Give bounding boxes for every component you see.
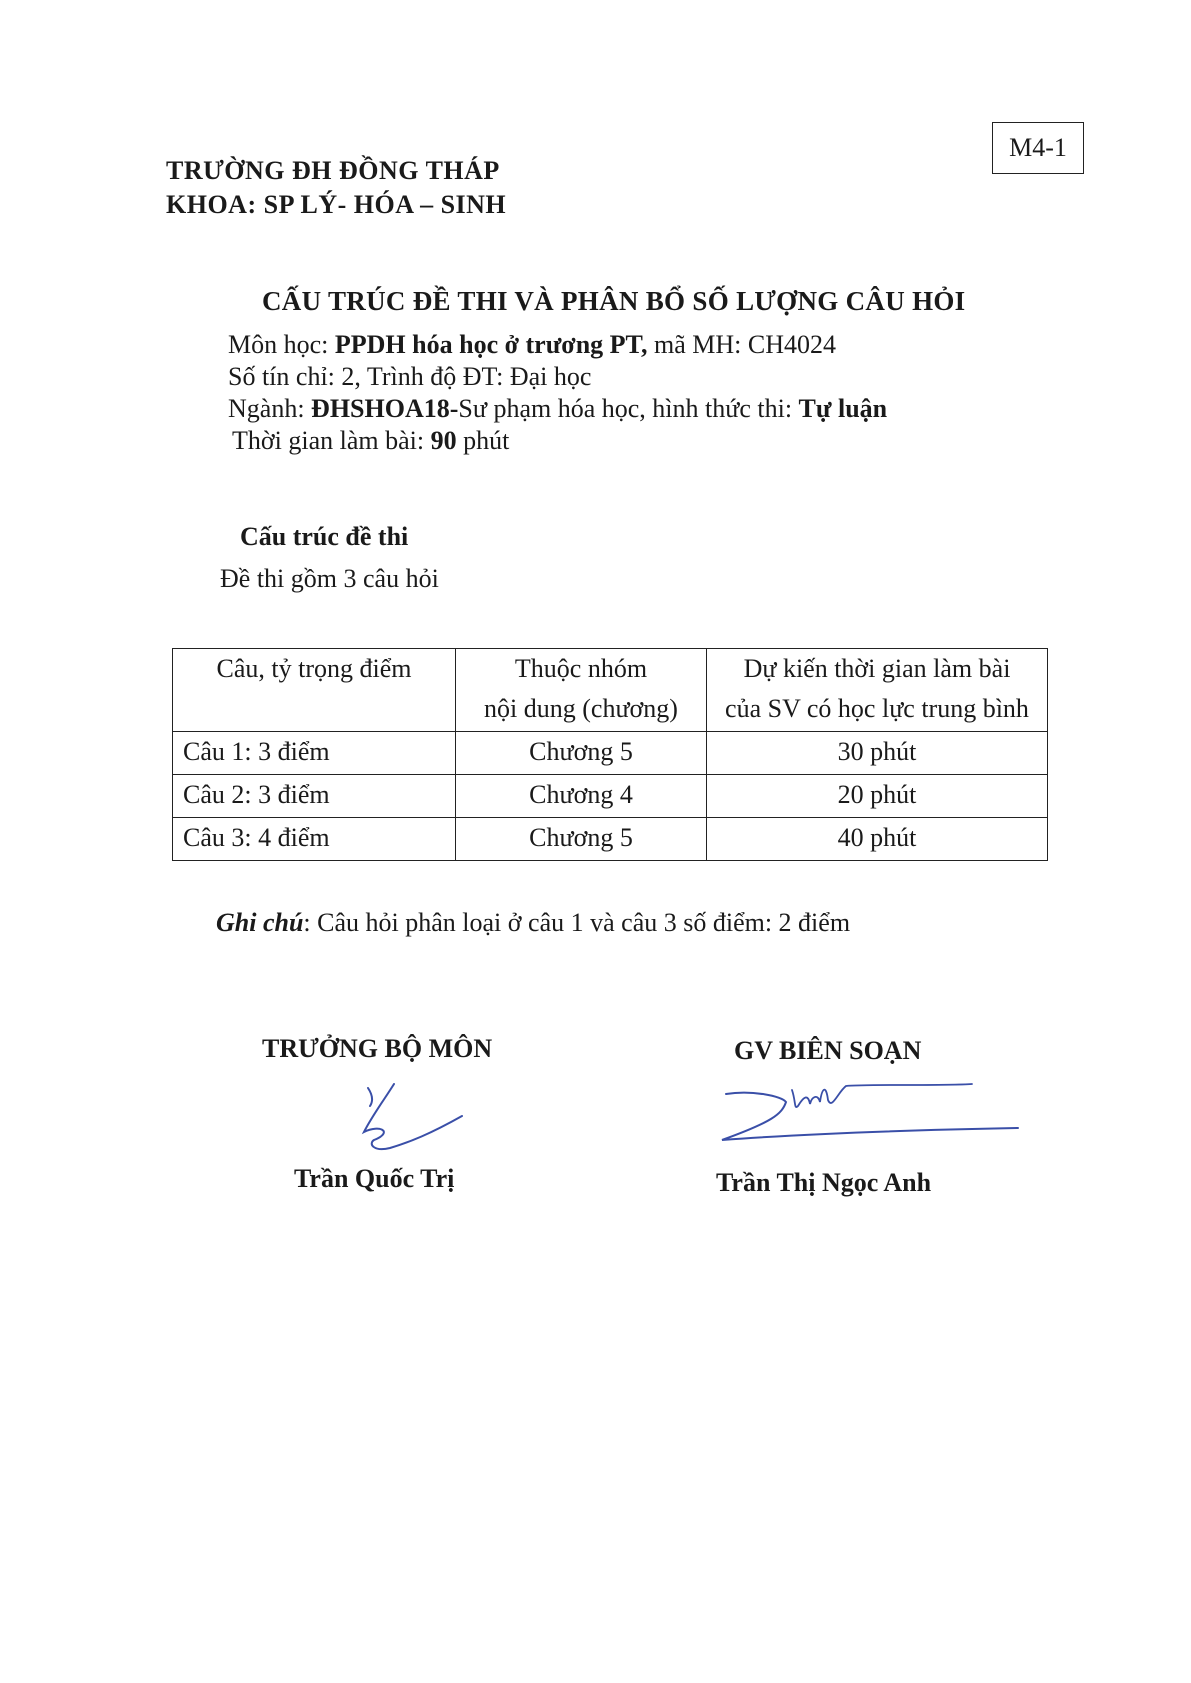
major-label: Ngành: bbox=[228, 394, 312, 423]
header-chapter: Thuộc nhóm nội dung (chương) bbox=[456, 649, 707, 732]
left-signature-mark bbox=[350, 1080, 470, 1158]
header-time: Dự kiến thời gian làm bài của SV có học lực trung bình bbox=[707, 649, 1048, 732]
time-label: Thời gian làm bài: bbox=[232, 426, 431, 455]
table-row bbox=[173, 818, 1048, 861]
table-header-row bbox=[173, 649, 1048, 732]
subject-line bbox=[228, 330, 836, 360]
exam-structure-table bbox=[172, 648, 1048, 861]
time-line bbox=[232, 426, 509, 456]
cell-time: 30 phút bbox=[707, 732, 1048, 775]
header-question: Câu, tỷ trọng điểm bbox=[173, 649, 456, 732]
left-signature-name: Trần Quốc Trị bbox=[294, 1164, 455, 1193]
document-title: CẤU TRÚC ĐỀ THI VÀ PHÂN BỔ SỐ LƯỢNG CÂU HỎI bbox=[262, 286, 966, 316]
major-text: Sư phạm hóa học, hình thức thi: bbox=[458, 394, 799, 423]
credits-line: Số tín chỉ: 2, Trình độ ĐT: Đại học bbox=[228, 362, 592, 391]
time-value: 90 bbox=[430, 426, 457, 455]
cell-chapter: Chương 5 bbox=[456, 732, 707, 775]
subject-label: Môn học: bbox=[228, 330, 335, 359]
cell-question: Câu 1: 3 điểm bbox=[173, 732, 456, 775]
cell-time: 40 phút bbox=[707, 818, 1048, 861]
structure-heading: Cấu trúc đề thi bbox=[240, 522, 409, 551]
time-unit: phút bbox=[456, 426, 510, 455]
faculty-name: KHOA: SP LÝ- HÓA – SINH bbox=[166, 190, 507, 219]
major-value: ĐHSHOA18- bbox=[311, 394, 459, 423]
form-code-box bbox=[992, 122, 1084, 174]
form-code: M4-1 bbox=[1009, 133, 1067, 162]
cell-time: 20 phút bbox=[707, 775, 1048, 818]
right-signature-title: GV BIÊN SOẠN bbox=[734, 1036, 922, 1065]
subject-code: mã MH: CH4024 bbox=[647, 330, 836, 359]
cell-question: Câu 2: 3 điểm bbox=[173, 775, 456, 818]
structure-text: Đề thi gồm 3 câu hỏi bbox=[220, 564, 439, 593]
note-line bbox=[216, 908, 850, 938]
cell-chapter: Chương 4 bbox=[456, 775, 707, 818]
major-line bbox=[228, 394, 887, 424]
table-row bbox=[173, 732, 1048, 775]
cell-question: Câu 3: 4 điểm bbox=[173, 818, 456, 861]
exam-form: Tự luận bbox=[798, 394, 888, 423]
left-signature-title: TRƯỞNG BỘ MÔN bbox=[262, 1034, 493, 1063]
school-name: TRƯỜNG ĐH ĐỒNG THÁP bbox=[166, 156, 500, 185]
cell-chapter: Chương 5 bbox=[456, 818, 707, 861]
note-text: : Câu hỏi phân loại ở câu 1 và câu 3 số điểm: 2 điểm bbox=[303, 908, 851, 937]
note-label: Ghi chú bbox=[216, 908, 304, 937]
table-row bbox=[173, 775, 1048, 818]
right-signature-mark bbox=[712, 1080, 1022, 1148]
subject-value: PPDH hóa học ở trương PT, bbox=[334, 330, 648, 359]
right-signature-name: Trần Thị Ngọc Anh bbox=[716, 1168, 932, 1197]
